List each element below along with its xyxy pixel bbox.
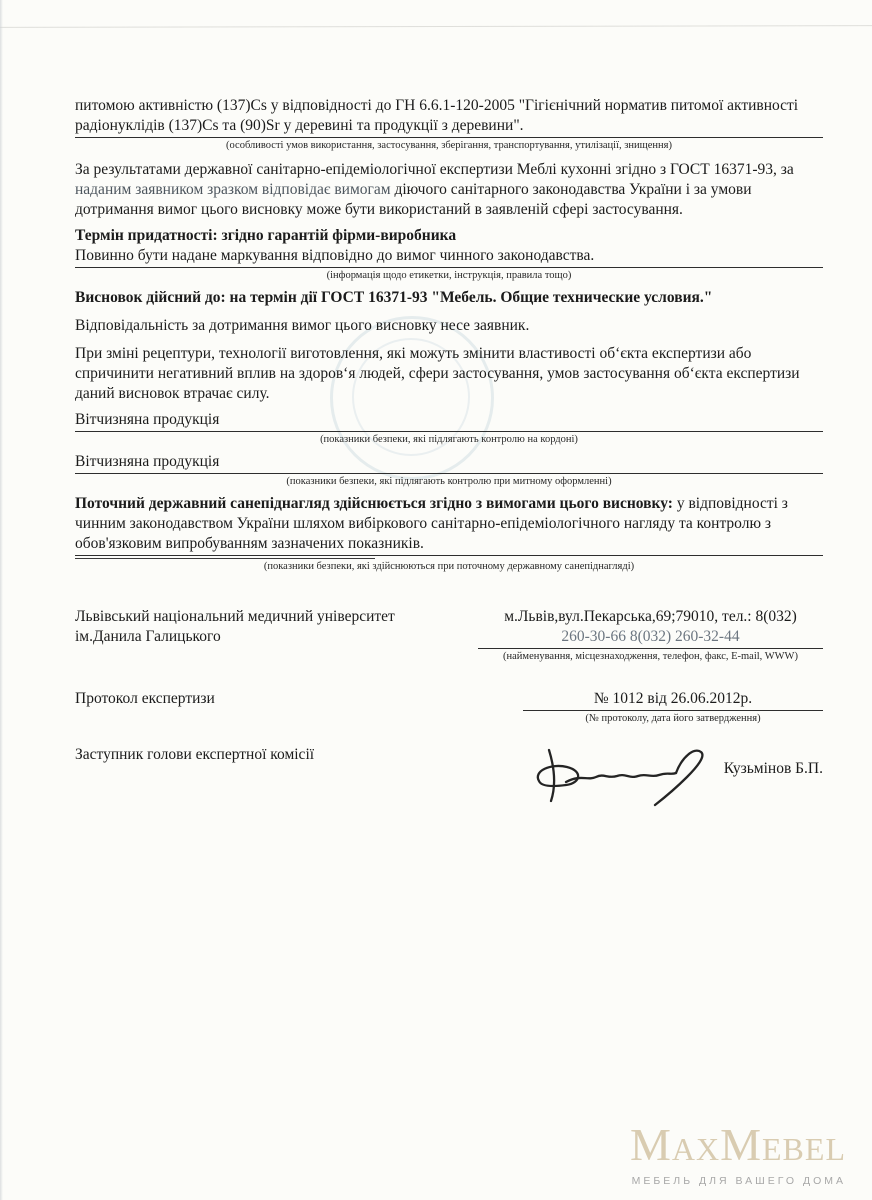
caption-protocol: (№ протоколу, дата його затвердження) <box>585 713 761 724</box>
watermark-brand: MaxMebel <box>629 1119 846 1170</box>
caption-label-info: (інформація щодо етикетки, інструкція, правила тощо) <box>326 270 572 281</box>
domestic-production-1: Вітчизняна продукція <box>75 410 823 432</box>
caption-institution: (найменування, місцезнаходження, телефон, факс, E-mail, WWW) <box>503 651 798 662</box>
institution-name-line1: Львівський національний медичний університет <box>75 608 395 625</box>
para-change-line2: спричинити негативний вплив на здоров‘я людей, сфери застосування, умов застосування об‘єкта експертизи <box>75 365 800 382</box>
para-surveillance-line3: обов'язковим випробуванням зазначених показників. <box>75 535 424 552</box>
para-results-line2 <box>75 180 823 200</box>
para-results-line2-faded: наданим заявником зразком відповідає вимогам <box>75 181 391 198</box>
shelf-life-heading: Термін придатності: згідно гарантій фірми-виробника <box>75 227 457 244</box>
signer-name: Кузьмінов Б.П. <box>723 760 823 777</box>
para-results-line3: дотримання вимог цього висновку може бути використаний в заявленій сфері застосування. <box>75 201 683 218</box>
para-results <box>75 160 823 220</box>
handwritten-signature <box>529 745 724 809</box>
watermark-tagline: МЕБЕЛЬ ДЛЯ ВАШЕГО ДОМА <box>631 1175 846 1187</box>
institution-contact <box>478 607 823 663</box>
protocol-label: Протокол експертизи <box>75 690 215 707</box>
document-body <box>75 96 823 809</box>
institution-address: м.Львів,вул.Пекарська,69;79010, тел.: 8(032) <box>504 608 797 625</box>
para-change <box>75 344 823 404</box>
para-change-line1: При зміні рецептури, технології виготовлення, які можуть змінити властивості об‘єкта експертизи або <box>75 345 752 362</box>
institution-phones: 260-30-66 8(032) 260-32-44 <box>561 628 740 645</box>
marking-line: Повинно бути надане маркування відповідно до вимог чинного законодавства. <box>75 246 823 268</box>
para-radionuclides <box>75 96 823 138</box>
protocol-block <box>75 689 823 725</box>
institution-name <box>75 607 478 647</box>
protocol-value: № 1012 від 26.06.2012р. <box>523 689 823 711</box>
institution-block <box>75 607 823 663</box>
para-results-line1: За результатами державної санітарно-епідеміологічної експертизи Меблі кухонні згідно з ГОСТ 16371-93, за <box>75 161 794 178</box>
scan-artifact-left-edge <box>0 0 3 1200</box>
caption-current-surveillance: (показники безпеки, які здійснюються при поточному державному санепіднагляді) <box>263 561 635 572</box>
caption-customs-control: (показники безпеки, які підлягають контролю при митному оформленні) <box>286 476 612 487</box>
caption-usage-conditions: (особливості умов використання, застосування, зберігання, транспортування, утилізації, знищення) <box>226 140 672 151</box>
responsibility-line: Відповідальність за дотримання вимог цього висновку несе заявник. <box>75 317 530 334</box>
para-surveillance <box>75 494 823 556</box>
para-radionuclides-line1: питомою активністю (137)Cs у відповідності до ГН 6.6.1-120-2005 "Гігієнічний норматив питомої активності <box>75 97 799 114</box>
institution-contact-lines <box>478 607 823 649</box>
caption-border-control: (показники безпеки, які підлягають контролю на кордоні) <box>320 434 578 445</box>
signature-area <box>529 745 823 809</box>
protocol-value-col <box>523 689 823 725</box>
watermark <box>629 1119 846 1191</box>
valid-until-line: Висновок дійсний до: на термін дії ГОСТ 16371-93 "Мебель. Общие технические условия." <box>75 289 713 306</box>
para-surveillance-line1 <box>75 494 823 514</box>
institution-name-line2: ім.Данила Галицького <box>75 628 221 645</box>
para-surveillance-line2: чинним законодавством України шляхом вибіркового санітарно-епідеміологічного нагляду та контролю з <box>75 515 772 532</box>
scan-artifact-top-line <box>0 25 872 28</box>
signature-label: Заступник голови експертної комісії <box>75 746 315 763</box>
domestic-production-2: Вітчизняна продукція <box>75 452 823 474</box>
para-results-line2-rest: діючого санітарного законодавства України і за умови <box>390 181 752 198</box>
para-change-line3: даний висновок втрачає силу. <box>75 385 270 402</box>
signature-block <box>75 745 823 809</box>
para-surveillance-bold: Поточний державний санепіднагляд здійснюється згідно з вимогами цього висновку: <box>75 495 673 512</box>
para-surveillance-rest1: у відповідності з <box>672 495 788 512</box>
para-radionuclides-line2: радіонуклідів (137)Cs та (90)Sr у деревині та продукції з деревини". <box>75 117 524 134</box>
